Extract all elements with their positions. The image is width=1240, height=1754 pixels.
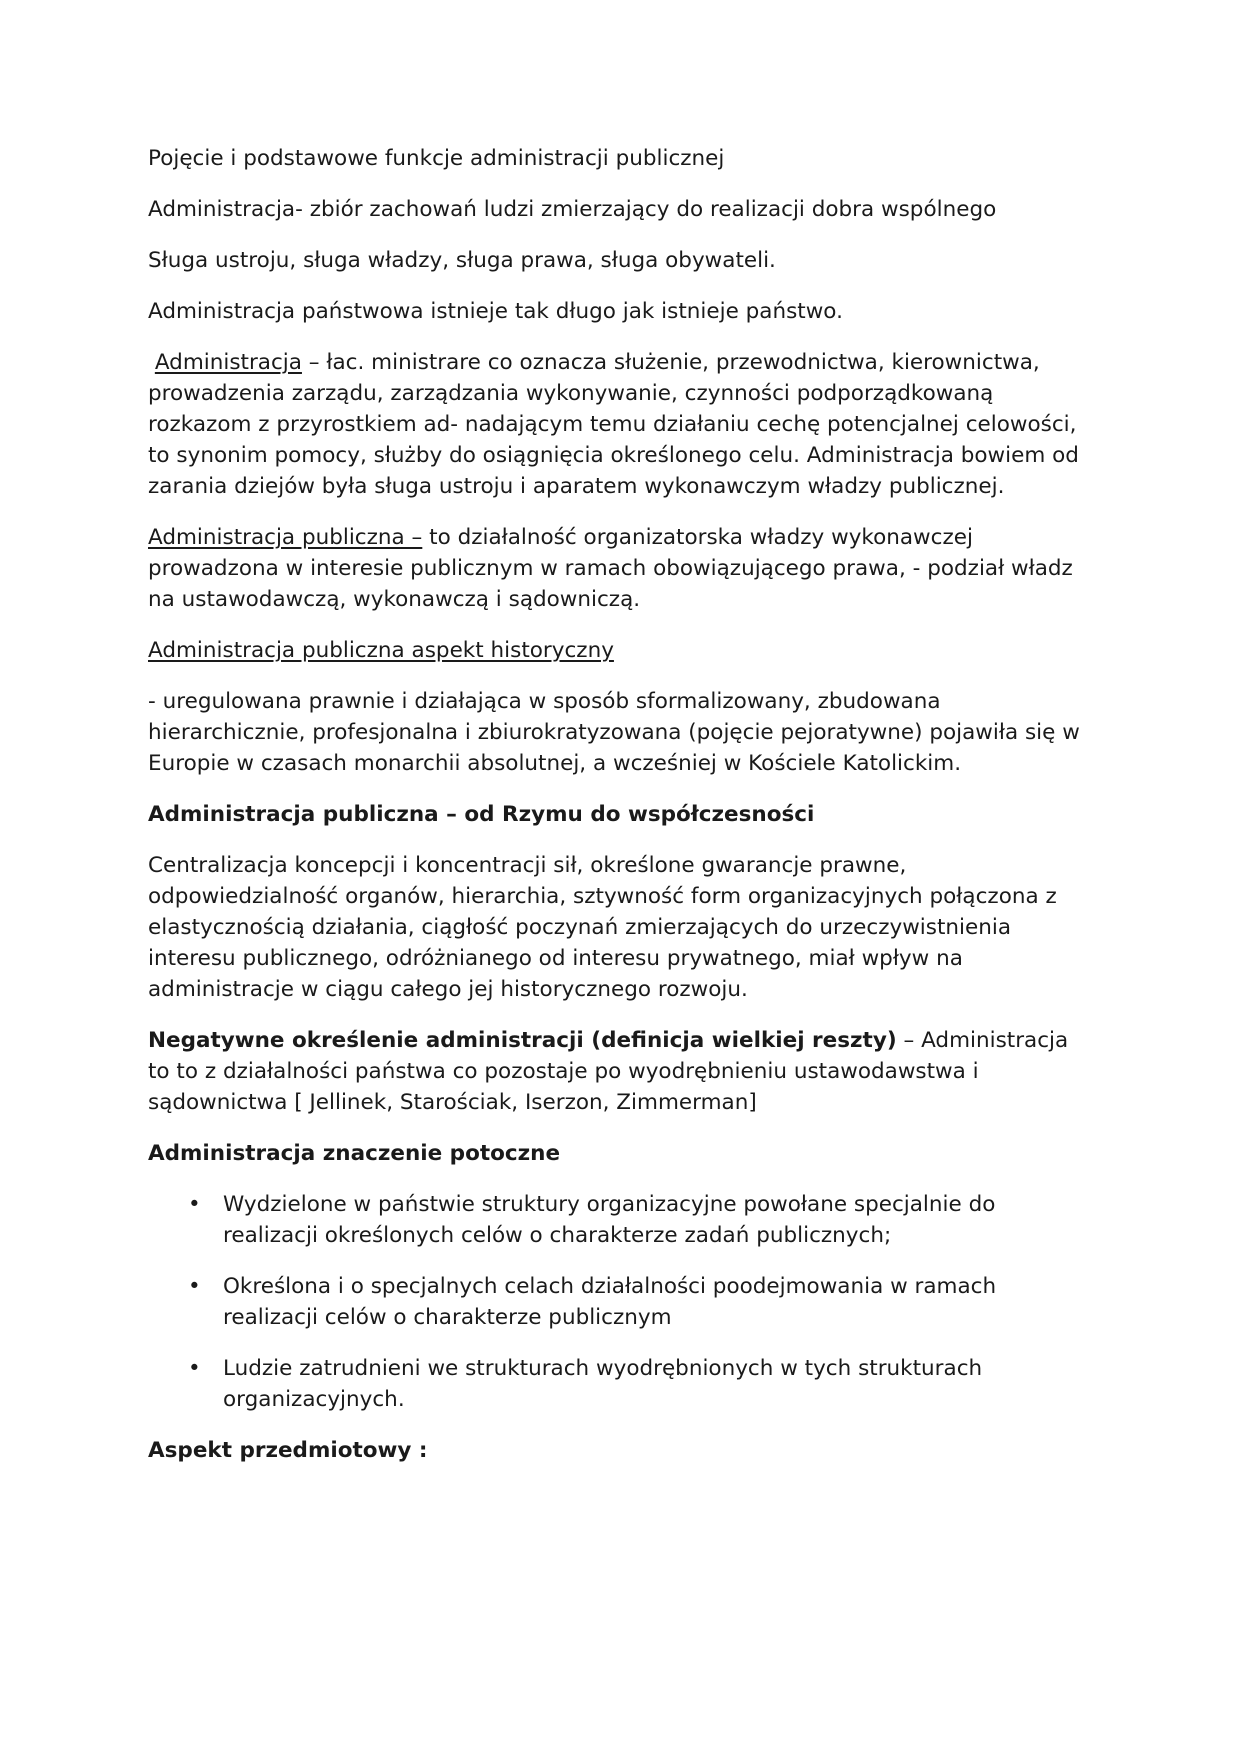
- paragraph-centralization: Centralizacja koncepcji i koncentracji sił, określone gwarancje prawne, odpowiedzialność organów, hierarchia, sztywność form organizacyjnych połączona z elastycznością działania, ciągłość poczynań zmierzających do urzeczywistnienia interesu publicznego, odróżnianego od interesu prywatnego, miał wpływ na administracje w ciągu całego jej historycznego rozwoju.: [148, 853, 1057, 1002]
- paragraph-public-administration: [148, 522, 1093, 615]
- bullet-icon: •: [188, 1356, 201, 1381]
- bullet-icon: •: [188, 1274, 201, 1299]
- negative-definition-text: – Administracja to to z działalności państwa co pozostaje po wyodrębnieniu ustawodawstwa i sądownictwa [ Jellinek, Starościak, Iserzon, Zimmerman]: [148, 1028, 1069, 1115]
- subheading-historical-aspect: Administracja publiczna aspekt historyczny: [148, 638, 614, 663]
- paragraph-state-administration: Administracja państwowa istnieje tak długo jak istnieje państwo.: [148, 299, 843, 324]
- document-title: Pojęcie i podstawowe funkcje administracji publicznej: [148, 146, 725, 171]
- list-item: [148, 1189, 1093, 1251]
- paragraph-etymology: [148, 347, 1093, 502]
- heading-rome-to-present: Administracja publiczna – od Rzymu do współczesności: [148, 802, 815, 827]
- heading-subject-aspect: Aspekt przedmiotowy :: [148, 1438, 428, 1463]
- heading-common-meaning: Administracja znaczenie potoczne: [148, 1141, 561, 1166]
- list-item-text: Określona i o specjalnych celach działalności poodejmowania w ramach realizacji celów o charakterze publicznym: [223, 1274, 997, 1330]
- public-administration-text: to działalność organizatorska władzy wykonawczej prowadzona w interesie publicznym w ramach obowiązującego prawa, - podział władz na ustawodawczą, wykonawczą i sądowniczą.: [148, 525, 1073, 612]
- bullet-list: [148, 1189, 1093, 1415]
- paragraph-historical: - uregulowana prawnie i działająca w sposób sformalizowany, zbudowana hierarchicznie, profesjonalna i zbiurokratyzowana (pojęcie pejoratywne) pojawiła się w Europie w czasach monarchii absolutnej, a wcześniej w Kościele Katolickim.: [148, 689, 1080, 776]
- list-item-text: Ludzie zatrudnieni we strukturach wyodrębnionych w tych strukturach organizacyjnych.: [223, 1356, 983, 1412]
- list-item-text: Wydzielone w państwie struktury organizacyjne powołane specjalnie do realizacji określonych celów o charakterze zadań publicznych;: [223, 1192, 996, 1248]
- negative-definition-term: Negatywne określenie administracji (definicja wielkiej reszty): [148, 1028, 897, 1053]
- paragraph-servant: Sługa ustroju, sługa władzy, sługa prawa, sługa obywateli.: [148, 248, 776, 273]
- paragraph-definition: Administracja- zbiór zachowań ludzi zmierzający do realizacji dobra wspólnego: [148, 197, 997, 222]
- list-item: [148, 1271, 1093, 1333]
- bullet-icon: •: [188, 1192, 201, 1217]
- etymology-text: – łac. ministrare co oznacza służenie, przewodnictwa, kierownictwa, prowadzenia zarządu, zarządzania wykonywanie, czynności podporządkowaną rozkazom z przyrostkiem ad- nadającym temu działaniu cechę potencjalnej celowości, to synonim pomocy, służby do osiągnięcia określonego celu. Administracja bowiem od zarania dziejów była sługa ustroju i aparatem wykonawczym władzy publicznej.: [148, 350, 1079, 499]
- list-item: [148, 1353, 1093, 1415]
- term-administracja: Administracja: [154, 350, 302, 375]
- term-public-administration: Administracja publiczna –: [148, 525, 423, 550]
- paragraph-negative-definition: [148, 1025, 1093, 1118]
- document-page: [148, 143, 1093, 1486]
